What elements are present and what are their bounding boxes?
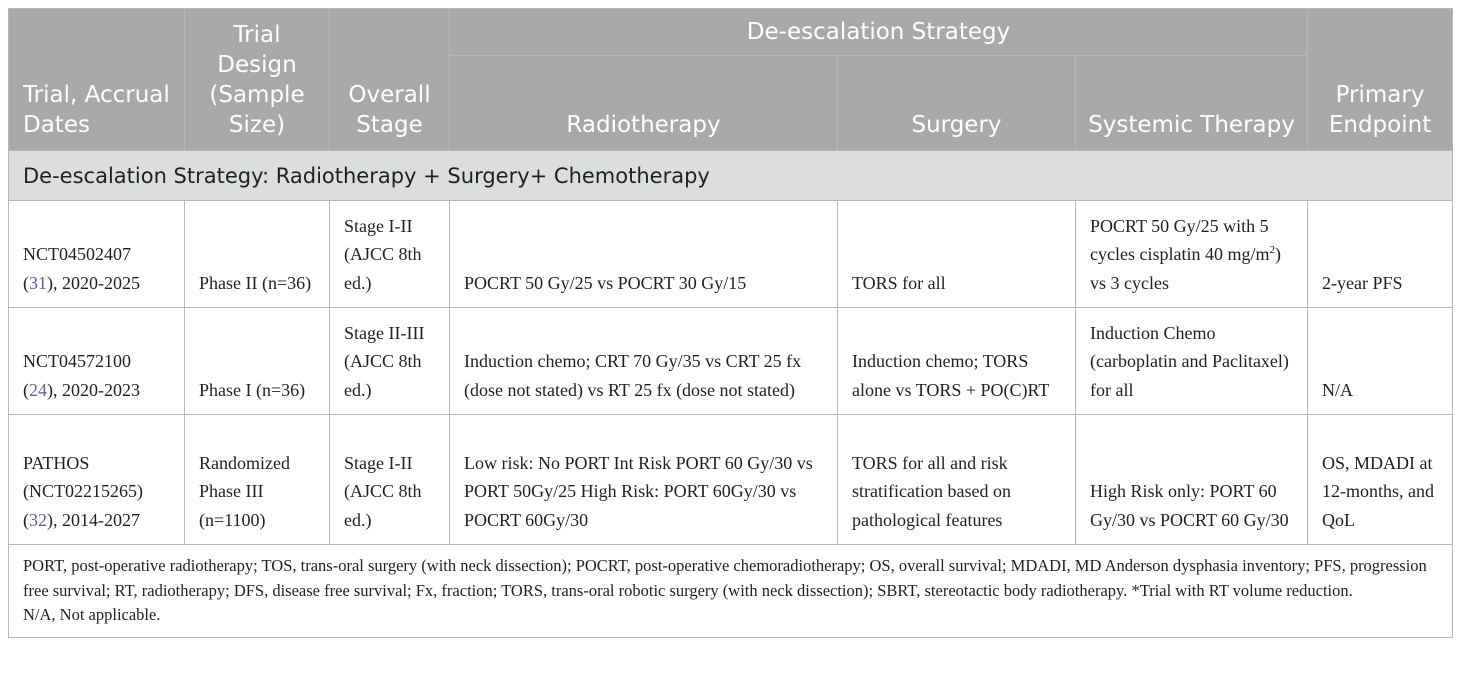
cell-design: Phase I (n=36)	[185, 308, 330, 415]
cell-systemic: Induction Chemo (carboplatin and Paclitaxel) for all	[1076, 308, 1308, 415]
section-title: De-escalation Strategy: Radiotherapy + Surgery+ Chemotherapy	[9, 151, 1453, 201]
cell-radiotherapy: Low risk: No PORT Int Risk PORT 60 Gy/30 vs PORT 50Gy/25 High Risk: PORT 60Gy/30 vs POCRT 60Gy/30	[450, 415, 838, 545]
trial-id: NCT04572100	[23, 351, 131, 371]
header-stage: Overall Stage	[330, 9, 450, 151]
cell-design: Randomized Phase III (n=1100)	[185, 415, 330, 545]
cell-trial: PATHOS (NCT02215265) (32), 2014-2027	[9, 415, 185, 545]
header-row	[9, 9, 1453, 56]
footnote-na: N/A, Not applicable.	[23, 605, 161, 624]
cell-endpoint: OS, MDADI at 12-months, and QoL	[1308, 415, 1453, 545]
cell-stage: Stage II-III (AJCC 8th ed.)	[330, 308, 450, 415]
systemic-text-end: ) vs 3 cycles	[1090, 244, 1281, 293]
footnote-row	[9, 545, 1453, 638]
cell-radiotherapy: POCRT 50 Gy/25 vs POCRT 30 Gy/15	[450, 201, 838, 308]
header-radiotherapy: Radiotherapy	[450, 56, 838, 151]
trial-id: NCT04502407	[23, 244, 131, 264]
cell-design: Phase II (n=36)	[185, 201, 330, 308]
trials-table	[8, 8, 1453, 638]
cell-systemic	[1076, 201, 1308, 308]
trial-dates: 2020-2023	[62, 379, 140, 400]
header-systemic: Systemic Therapy	[1076, 56, 1308, 151]
header-endpoint: Primary Endpoint	[1308, 9, 1453, 151]
cell-endpoint: 2-year PFS	[1308, 201, 1453, 308]
table-row	[9, 201, 1453, 308]
footnote-cell	[9, 545, 1453, 638]
table-container	[8, 8, 1452, 638]
trial-id: PATHOS (NCT02215265)	[23, 452, 143, 501]
superscript: 2	[1269, 244, 1275, 256]
table-row	[9, 308, 1453, 415]
cell-surgery: Induction chemo; TORS alone vs TORS + PO(C)RT	[838, 308, 1076, 415]
cell-radiotherapy: Induction chemo; CRT 70 Gy/35 vs CRT 25 fx (dose not stated) vs RT 25 fx (dose not stated)	[450, 308, 838, 415]
header-group: De-escalation Strategy	[450, 9, 1308, 56]
cell-stage: Stage I-II (AJCC 8th ed.)	[330, 415, 450, 545]
reference-link[interactable]: 24	[29, 379, 47, 400]
cell-systemic: High Risk only: PORT 60 Gy/30 vs POCRT 60 Gy/30	[1076, 415, 1308, 545]
cell-endpoint: N/A	[1308, 308, 1453, 415]
cell-surgery: TORS for all and risk stratification based on pathological features	[838, 415, 1076, 545]
cell-surgery: TORS for all	[838, 201, 1076, 308]
trial-dates: 2020-2025	[62, 272, 140, 293]
header-trial: Trial, Accrual Dates	[9, 9, 185, 151]
header-surgery: Surgery	[838, 56, 1076, 151]
cell-trial: NCT04502407 (31), 2020-2025	[9, 201, 185, 308]
cell-stage: Stage I-II (AJCC 8th ed.)	[330, 201, 450, 308]
section-row	[9, 151, 1453, 201]
reference-link[interactable]: 32	[29, 509, 47, 530]
reference-link[interactable]: 31	[29, 272, 47, 293]
cell-trial: NCT04572100 (24), 2020-2023	[9, 308, 185, 415]
header-design: Trial Design (Sample Size)	[185, 9, 330, 151]
table-row	[9, 415, 1453, 545]
footnote-abbreviations: PORT, post-operative radiotherapy; TOS, trans-oral surgery (with neck dissection); POCRT, post-operative chemoradiotherapy; OS, overall survival; MDADI, MD Anderson dysphasia inventory; PFS, progression free survival; RT, radiotherapy; DFS, disease free survival; Fx, fraction; TORS, trans-oral robotic surgery (with neck dissection); SBRT, stereotactic body radiotherapy. *Trial with RT volume reduction.	[23, 556, 1427, 600]
trial-dates: 2014-2027	[62, 509, 140, 530]
systemic-text: POCRT 50 Gy/25 with 5 cycles cisplatin 40 mg/m	[1090, 215, 1270, 264]
